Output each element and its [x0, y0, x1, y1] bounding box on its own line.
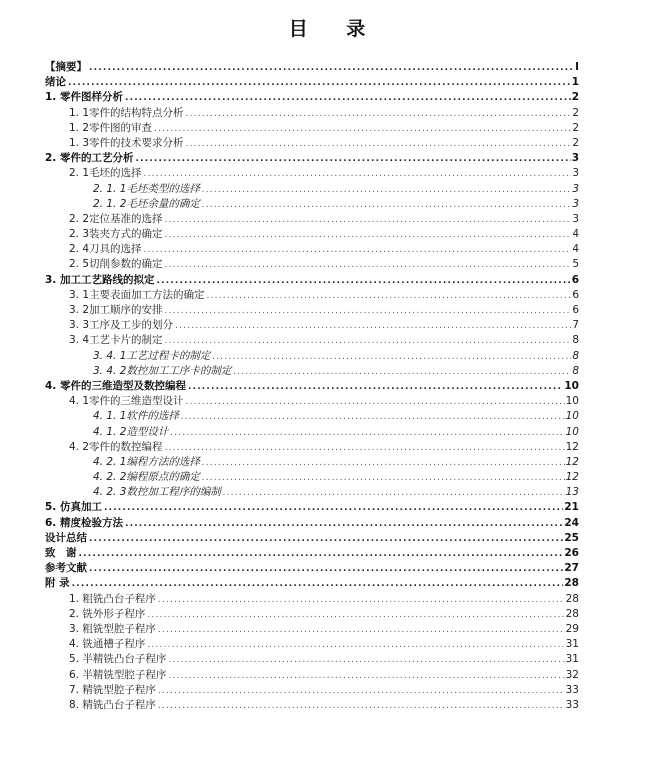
- toc-entry-label: 2. 2定位基准的选择: [69, 212, 163, 225]
- toc-entry-page-number: 4: [572, 228, 579, 241]
- toc-entry[interactable]: [45, 121, 579, 136]
- toc-entry[interactable]: [45, 197, 579, 212]
- dot-leader: [168, 669, 564, 684]
- dot-leader: [125, 517, 563, 532]
- toc-entry-page-number: 12: [565, 471, 579, 484]
- toc-entry-page-number: 26: [564, 547, 579, 559]
- toc-entry[interactable]: [45, 546, 579, 561]
- dot-leader: [144, 167, 572, 182]
- toc-entry-page-number: I: [575, 61, 579, 73]
- dot-leader: [186, 395, 565, 410]
- toc-entry-label: 1. 3零件的技术要求分析: [69, 136, 184, 149]
- toc-entry[interactable]: [45, 227, 579, 242]
- toc-entry-page-number: 3: [572, 167, 579, 180]
- toc-entry-label: 4. 1. 1软件的选择: [93, 410, 179, 423]
- dot-leader: [158, 623, 565, 638]
- dot-leader: [202, 456, 565, 471]
- toc-entry-label: 3. 4. 1工艺过程卡的制定: [93, 349, 211, 362]
- dot-leader: [147, 638, 564, 653]
- toc-entry-page-number: 29: [565, 622, 579, 635]
- toc-entry[interactable]: [45, 683, 579, 698]
- toc-entry-label: 4. 2. 3数控加工程序的编制: [93, 486, 221, 499]
- toc-entry-page-number: 4: [572, 243, 579, 256]
- toc-entry[interactable]: [45, 607, 579, 622]
- toc-entry[interactable]: [45, 242, 579, 257]
- toc-entry-label: 2. 1. 1毛坯类型的选择: [93, 182, 200, 195]
- toc-entry[interactable]: [45, 394, 579, 409]
- toc-entry[interactable]: [45, 257, 579, 272]
- toc-entry-label: 2. 5切削参数的确定: [69, 258, 163, 271]
- toc-entry-label: 1. 粗铣凸台子程序: [69, 592, 156, 605]
- toc-entry[interactable]: [45, 212, 579, 227]
- toc-entry-label: 4. 1零件的三维造型设计: [69, 395, 184, 408]
- dot-leader: [186, 137, 572, 152]
- toc-entry[interactable]: [45, 318, 579, 333]
- dot-leader: [156, 274, 570, 289]
- toc-entry-label: 1. 1零件的结构特点分析: [69, 106, 184, 119]
- dot-leader: [154, 122, 571, 137]
- dot-leader: [188, 380, 563, 395]
- dot-leader: [170, 426, 564, 441]
- toc-entry-label: 3. 1主要表面加工方法的确定: [69, 288, 205, 301]
- dot-leader: [202, 198, 571, 213]
- toc-entry-page-number: 2: [571, 91, 579, 104]
- toc-entry[interactable]: [45, 622, 579, 637]
- toc-entry-page-number: 31: [565, 638, 579, 651]
- toc-entry[interactable]: [45, 166, 579, 181]
- toc-entry[interactable]: [45, 500, 579, 515]
- toc-entry-label: 6. 半精铣型腔子程序: [69, 668, 167, 681]
- toc-entry[interactable]: [45, 379, 579, 394]
- toc-entry-label: 3. 4. 2数控加工工序卡的制定: [93, 364, 232, 377]
- toc-entry[interactable]: [45, 273, 579, 288]
- toc-entry-page-number: 7: [572, 319, 579, 332]
- dot-leader: [125, 91, 571, 106]
- toc-entry[interactable]: [45, 136, 579, 151]
- toc-entry-page-number: 28: [564, 577, 579, 590]
- toc-entry-label: 1. 零件图样分析: [45, 91, 123, 104]
- toc-entry-label: 2. 铣外形子程序: [69, 607, 146, 620]
- toc-entry-label: 致 谢: [45, 547, 77, 559]
- toc-entry-label: 5. 仿真加工: [45, 501, 102, 514]
- toc-entry[interactable]: [45, 668, 579, 683]
- toc-entry[interactable]: [45, 106, 579, 121]
- dot-leader: [144, 243, 572, 258]
- dot-leader: [223, 486, 565, 501]
- toc-entry[interactable]: [45, 698, 579, 713]
- toc-entry-page-number: 3: [572, 197, 579, 210]
- toc-entry-label: 设计总结: [45, 531, 87, 544]
- toc-entry-page-number: 3: [572, 182, 579, 195]
- toc-entry-page-number: 33: [565, 698, 579, 711]
- dot-leader: [165, 441, 565, 456]
- toc-entry[interactable]: [45, 60, 579, 75]
- dot-leader: [104, 501, 563, 516]
- toc-entry-page-number: 8: [572, 364, 579, 377]
- toc-entry-label: 4. 铣通槽子程序: [69, 638, 146, 651]
- dot-leader: [158, 593, 565, 608]
- toc-entry-label: 4. 1. 2造型设计: [93, 425, 169, 438]
- dot-leader: [202, 183, 571, 198]
- toc-entry-page-number: 2: [572, 121, 579, 134]
- dot-leader: [233, 365, 571, 380]
- dot-leader: [202, 471, 565, 486]
- toc-entry[interactable]: [45, 90, 579, 105]
- toc-entry-page-number: 21: [564, 501, 579, 514]
- toc-entry[interactable]: [45, 182, 579, 197]
- toc-entry[interactable]: [45, 455, 579, 470]
- toc-entry-label: 2. 1. 2毛坯余量的确定: [93, 197, 200, 210]
- toc-entry-page-number: 6: [572, 304, 579, 316]
- dot-leader: [165, 258, 572, 273]
- dot-leader: [72, 577, 564, 592]
- toc-entry-label: 4. 2. 2编程原点的确定: [93, 471, 200, 484]
- toc-entry-page-number: 8: [572, 349, 579, 362]
- toc-entry-label: 3. 4工艺卡片的制定: [69, 334, 163, 347]
- dot-leader: [68, 76, 571, 91]
- toc-entry[interactable]: [45, 576, 579, 591]
- toc-entry-page-number: 31: [565, 653, 579, 666]
- dot-leader: [165, 228, 572, 243]
- toc-entry[interactable]: [45, 425, 579, 440]
- toc-entry-label: 2. 零件的工艺分析: [45, 152, 134, 165]
- toc-entry-page-number: 8: [572, 334, 579, 347]
- page-title: 目 录: [288, 18, 382, 40]
- toc-entry[interactable]: [45, 485, 579, 500]
- toc-entry-page-number: 25: [564, 531, 579, 544]
- toc-entry-page-number: 3: [572, 212, 579, 225]
- dot-leader: [89, 61, 574, 76]
- toc-entry[interactable]: [45, 516, 579, 531]
- toc-entry-label: 3. 加工工艺路线的拟定: [45, 273, 155, 286]
- dot-leader: [89, 562, 563, 577]
- dot-leader: [135, 152, 570, 167]
- dot-leader: [158, 684, 565, 699]
- dot-leader: [165, 334, 572, 349]
- toc-entry[interactable]: [45, 440, 579, 455]
- toc-entry-page-number: 5: [572, 258, 579, 271]
- toc-entry-label: 8. 精铣凸台子程序: [69, 698, 156, 711]
- dot-leader: [79, 547, 564, 562]
- toc-entry-label: 【摘要】: [45, 61, 87, 73]
- toc-entry[interactable]: [45, 303, 579, 318]
- dot-leader: [175, 319, 571, 334]
- toc-entry[interactable]: [45, 349, 579, 364]
- toc-entry[interactable]: [45, 652, 579, 667]
- dot-leader: [165, 213, 572, 228]
- toc-entry-label: 4. 零件的三维造型及数控编程: [45, 379, 186, 392]
- toc-entry-page-number: 28: [565, 607, 579, 620]
- toc-entry-label: 5. 半精铣凸台子程序: [69, 653, 167, 666]
- toc-entry-label: 2. 3装夹方式的确定: [69, 228, 163, 241]
- dot-leader: [186, 107, 572, 122]
- table-of-contents: [45, 60, 579, 713]
- dot-leader: [207, 289, 572, 304]
- toc-entry[interactable]: [45, 637, 579, 652]
- dot-leader: [89, 532, 563, 547]
- toc-entry-label: 附 录: [45, 577, 70, 590]
- toc-entry[interactable]: [45, 75, 579, 90]
- toc-entry-page-number: 28: [565, 592, 579, 605]
- toc-entry-page-number: 32: [565, 668, 579, 681]
- dot-leader: [181, 410, 565, 425]
- toc-entry-label: 3. 2加工顺序的安排: [69, 304, 163, 316]
- toc-entry-page-number: 13: [565, 486, 579, 499]
- dot-leader: [165, 304, 572, 319]
- toc-entry-page-number: 6: [571, 273, 579, 286]
- dot-leader: [212, 350, 571, 365]
- toc-entry[interactable]: [45, 470, 579, 485]
- toc-entry-label: 4. 2零件的数控编程: [69, 440, 163, 453]
- toc-entry[interactable]: [45, 288, 579, 303]
- dot-leader: [168, 653, 564, 668]
- toc-entry[interactable]: [45, 531, 579, 546]
- dot-leader: [147, 608, 564, 623]
- toc-entry[interactable]: [45, 561, 579, 576]
- toc-entry-page-number: 10: [565, 410, 579, 423]
- toc-entry[interactable]: [45, 592, 579, 607]
- toc-entry[interactable]: [45, 333, 579, 348]
- toc-entry-label: 6. 精度检验方法: [45, 516, 123, 529]
- toc-entry-label: 4. 2. 1编程方法的选择: [93, 455, 200, 468]
- toc-entry[interactable]: [45, 151, 579, 166]
- toc-entry-page-number: 10: [564, 379, 579, 392]
- toc-entry-label: 7. 精铣型腔子程序: [69, 683, 156, 696]
- toc-entry-label: 2. 1毛坯的选择: [69, 167, 142, 180]
- toc-entry-page-number: 2: [572, 136, 579, 149]
- toc-entry[interactable]: [45, 364, 579, 379]
- toc-entry-page-number: 3: [571, 152, 579, 165]
- toc-entry-page-number: 27: [564, 562, 579, 575]
- dot-leader: [158, 699, 565, 714]
- toc-entry-label: 3. 粗铣型腔子程序: [69, 622, 156, 635]
- toc-entry-page-number: 6: [572, 288, 579, 301]
- toc-entry-page-number: 2: [572, 106, 579, 119]
- toc-entry-page-number: 12: [565, 440, 579, 453]
- toc-entry-label: 2. 4刀具的选择: [69, 243, 142, 256]
- toc-entry-label: 3. 3工序及工步的划分: [69, 319, 174, 332]
- toc-entry-page-number: 1: [571, 76, 579, 89]
- toc-entry-label: 绪论: [45, 76, 66, 89]
- toc-entry-label: 参考文献: [45, 562, 87, 575]
- toc-entry-page-number: 10: [565, 395, 579, 408]
- toc-entry-page-number: 24: [564, 516, 579, 529]
- toc-entry[interactable]: [45, 409, 579, 424]
- toc-entry-page-number: 10: [565, 425, 579, 438]
- toc-entry-label: 1. 2零件图的审查: [69, 121, 153, 134]
- toc-entry-page-number: 33: [565, 683, 579, 696]
- toc-entry-page-number: 12: [565, 455, 579, 468]
